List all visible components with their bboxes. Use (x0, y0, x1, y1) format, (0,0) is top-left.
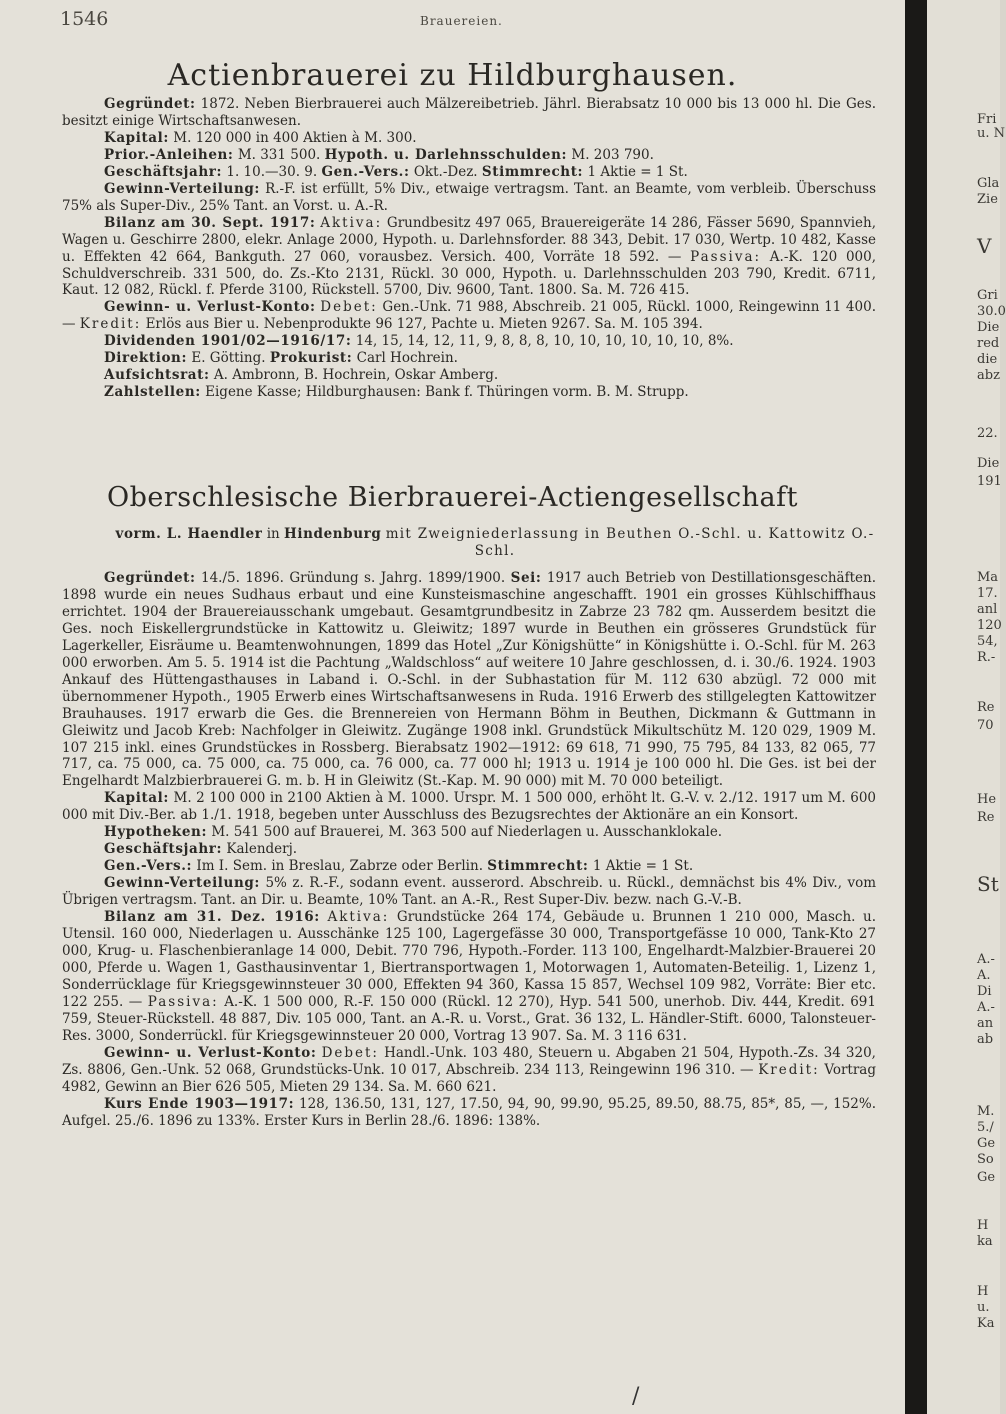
label-mortgage-debts: Hypoth. u. Darlehnsschulden: (324, 146, 568, 163)
label-credit-2: Kredit: (758, 1061, 820, 1078)
facing-page-fragment-line: Re (977, 810, 995, 825)
text-liabilities: A.-K. 120 000, Schuldverschreib. 331 500, do. Zs.-Kto 2131, Rückl. 30 000, Hypoth. u. Darlehnsschulden 203 790, Kredit. 6711, Kaut. 12 082, Rückl. f. Pferde 3100, Rückstell. 5700, Div. 9600, Tant. 1800. Sa. M. 726 415. (62, 248, 877, 299)
paragraph-management (62, 350, 876, 367)
text-profit-distribution: R.-F. ist erfüllt, 5% Div., etwaige vertragsm. Tant. an Beamte, vom verbleib. Überschuss 75% als Super-Div., 25% Tant. an Vorst. u. A.-R. (62, 180, 876, 214)
text-voting-right-2: 1 Aktie = 1 St. (592, 858, 694, 875)
facing-page-fragment-line: red (977, 336, 1000, 351)
label-general-meeting-2: Gen.-Vers.: (104, 858, 193, 875)
text-assets-2: Grundstücke 264 174, Gebäude u. Brunnen 1 210 000, Masch. u. Utensil. 160 000, Niederlagen u. Ausschänke 125 100, Lagergefässe 30 000, Transportgefässe 10 000, Tank-Kto 27 000, Krug- u. Flaschenbieranlage 14 000, Debit. 770 796, Hypoth.-Forder. 113 100, Engelhardt-Malzbier-Brauerei 20 000, Pferde u. Wagen 1, Gasthausinventar 1, Biertransportwagen 1, Motorwagen 1, Automaten-Beteilig. 1, Lizenz 1, Sonderrücklage für Kriegsgewinnsteuer 30 000, Effekten 94 360, Kassa 15 857, Wechsel 109 982, Vorräte: Bier etc. 122 255. — (62, 909, 876, 1010)
paragraph-loans (62, 147, 876, 164)
label-fiscal-year: Geschäftsjahr: (104, 163, 223, 180)
paragraph-fiscal-year (62, 164, 876, 181)
paragraph-general-meeting-2 (62, 858, 876, 875)
facing-page-fragment-line: Gla (977, 176, 1000, 191)
paragraph-capital-2 (62, 790, 876, 824)
paragraph-balance (62, 215, 876, 300)
label-profit-distribution-2: Gewinn-Verteilung: (104, 875, 260, 892)
facing-page-fragment-line: Fri (977, 112, 997, 127)
facing-page-fragment-line: Ka (977, 1316, 995, 1331)
facing-page-fragment-line: die (977, 352, 998, 367)
paragraph-founded-2 (62, 570, 876, 790)
label-prior-loans: Prior.-Anleihen: (104, 146, 234, 163)
text-paying-agents: Eigene Kasse; Hildburghausen: Bank f. Thüringen vorm. B. M. Strupp. (205, 384, 689, 401)
label-founded: Gegründet: (104, 96, 196, 112)
facing-page-fragment-line: 30.0 (977, 304, 1006, 319)
facing-page-fragment-line: A. (977, 968, 991, 983)
text-authorized-officer: Carl Hochrein. (356, 350, 458, 367)
label-since: Sei: (510, 570, 542, 586)
label-liabilities-2: Passiva: (147, 993, 219, 1010)
paragraph-profit-loss-2 (62, 1045, 876, 1096)
label-voting-right: Stimmrecht: (481, 163, 584, 180)
facing-page-fragment-line: 54, (977, 634, 998, 649)
label-profit-loss: Gewinn- u. Verlust-Konto: (104, 299, 316, 316)
paragraph-founded (62, 96, 876, 130)
text-founded-2a: 14./5. 1896. Gründung s. Jahrg. 1899/1900. (200, 570, 506, 586)
label-capital-2: Kapital: (104, 790, 169, 807)
facing-page-fragment-line: A.- (977, 1000, 995, 1015)
paragraph-profit-loss (62, 299, 876, 333)
subtitle-former-name: vorm. L. Haendler (115, 526, 263, 542)
label-profit-loss-2: Gewinn- u. Verlust-Konto: (104, 1044, 317, 1061)
label-share-price: Kurs Ende 1903—1917: (104, 1095, 295, 1112)
facing-page-fragment-line: Ge (977, 1136, 996, 1151)
text-dividends: 14, 15, 14, 12, 11, 9, 8, 8, 8, 10, 10, 10, 10, 10, 10, 8%. (355, 333, 734, 350)
facing-page-fragment-line: ab (977, 1032, 994, 1047)
facing-page-fragment-line: H (977, 1218, 989, 1233)
text-fiscal-year-2: Kalenderj. (226, 841, 298, 858)
facing-page-fragment-line: Ge (977, 1170, 996, 1185)
label-authorized-officer: Prokurist: (269, 350, 353, 367)
section-body-hildburghausen (62, 96, 876, 401)
text-founded-2b: 1917 auch Betrieb von Destillationsgeschäften. 1898 wurde ein neues Sudhaus erbaut und eine Kunsteismaschine angeschafft. 1901 ein grosses Kühlschiffhaus errichtet. 1904 der Brauereiausschank umgebaut. Gesamtgrundbesitz in Zabrze 23 782 qm. Ausserdem besitzt die Ges. noch Eiskellergrundstücke in Kattowitz u. Gleiwitz; 1897 wurde in Beuthen ein grösseres Grundstück für Lagerkeller, Eisräume u. Beamtenwohnungen, 1899 das Hotel „Zur Königshütte“ in Königshütte i. O.-Schl. für M. 263 000 erworben. Am 5. 5. 1914 ist die Pachtung „Waldschloss“ auf weitere 10 Jahre geschlossen, d. i. 30./6. 1924. 1903 Ankauf des Hüttengasthauses in Laband i. O.-Schl. in der Subhastation für M. 112 630 abzügl. 72 000 mit übernommener Hypoth., 1905 Erwerb eines Wirtschaftsanwesens in Ruda. 1916 Erwerb des stillgelegten Kattowitzer Brauhauses. 1917 erwarb die Ges. die Brennereien von Hermann Böhm in Beuthen, Dickmann & Guttmann in Gleiwitz und Jacob Kreb: Nachfolger in Gleiwitz. Zugänge 1908 inkl. Grundstück Mikultschütz M. 120 029, 1909 M. 107 215 inkl. eines Grundstückes in Rossberg. Bierabsatz 1902—1912: 69 618, 71 990, 75 795, 84 133, 82 065, 77 717, ca. 75 000, ca. 75 000, ca. 75 000, ca. 76 000, ca. 77 000 hl; 1913 u. 1914 je 100 000 hl. Die Ges. ist bei der Engelhardt Malzbierbrauerei G. m. b. H in Gleiwitz (St.-Kap. M. 90 000) mit M. 70 000 beteiligt. (62, 570, 877, 790)
section-title-hildburghausen: Actienbrauerei zu Hildburghausen. (167, 58, 738, 93)
paragraph-dividends (62, 333, 876, 350)
page-end-mark: / (632, 1384, 640, 1409)
label-debit-2: Debet: (321, 1044, 379, 1061)
facing-page-fragment-line: St (977, 872, 999, 896)
facing-page-fragment-line: 17. (977, 586, 998, 601)
paragraph-profit-distribution (62, 181, 876, 215)
label-general-meeting: Gen.-Vers.: (321, 163, 410, 180)
section-body-oberschlesische (62, 570, 876, 1129)
label-assets: Aktiva: (320, 214, 383, 231)
paragraph-balance-2 (62, 909, 876, 1045)
facing-page-fragment-line: R.- (977, 650, 996, 665)
label-paying-agents: Zahlstellen: (104, 384, 201, 401)
book-gutter (905, 0, 927, 1414)
facing-page-fragment-line: ka (977, 1234, 993, 1249)
paragraph-mortgages (62, 824, 876, 841)
facing-page-fragment-line: V (977, 234, 992, 258)
paragraph-fiscal-year-2 (62, 841, 876, 858)
text-supervisory-board: A. Ambronn, B. Hochrein, Oskar Amberg. (213, 367, 499, 384)
text-capital: M. 120 000 in 400 Aktien à M. 300. (173, 129, 417, 146)
facing-page-fragment-line: Zie (977, 192, 998, 207)
text-profit-distribution-2: 5% z. R.-F., sodann event. ausserord. Abschreib. u. Rückl., demnächst bis 4% Div., vom Übrigen vertragsm. Tant. an Dir. u. Beamte, 10% Tant. an A.-R., Rest Super-Div. bezw. nach G.-V.-B. (62, 875, 876, 909)
text-fiscal-year: 1. 10.—30. 9. (226, 163, 318, 180)
paragraph-paying-agents (62, 384, 876, 401)
label-credit: Kredit: (79, 316, 142, 333)
label-balance-2: Bilanz am 31. Dez. 1916: (104, 909, 320, 926)
text-credit: Erlös aus Bier u. Nebenprodukte 96 127, Pachte u. Mieten 9267. Sa. M. 105 394. (145, 316, 703, 333)
text-mortgages: M. 541 500 auf Brauerei, M. 363 500 auf Niederlagen u. Ausschanklokale. (211, 824, 723, 841)
label-dividends: Dividenden 1901/02—1916/17: (104, 333, 352, 350)
text-assets: Grundbesitz 497 065, Brauereigeräte 14 286, Fässer 5690, Spannvieh, Wagen u. Geschirre 2800, elekr. Anlage 2000, Hypoth. u. Darlehnsforder. 88 343, Debit. 17 030, Wertp. 10 482, Kasse u. Effekten 42 664, Bankguth. 27 060, vorausbez. Versich. 400, Vorräte 18 592. — (62, 214, 876, 265)
facing-page-fragment-line: u. N (977, 126, 1006, 141)
paragraph-share-price (62, 1096, 876, 1130)
facing-page-fragment-line: He (977, 792, 997, 807)
text-voting-right: 1 Aktie = 1 St. (587, 163, 688, 180)
facing-page-fragment-line: abz (977, 368, 1000, 383)
label-mortgages: Hypotheken: (104, 824, 208, 841)
facing-page-fragment-line: 5./ (977, 1120, 994, 1135)
running-title: Brauereien. (420, 14, 503, 28)
text-share-price: 128, 136.50, 131, 127, 17.50, 94, 90, 99.90, 95.25, 89.50, 88.75, 85*, 85, —, 152%. Aufgel. 25./6. 1896 zu 133%. Erster Kurs in Berlin 28./6. 1896: 138%. (62, 1095, 876, 1129)
label-founded-2: Gegründet: (104, 570, 196, 586)
facing-page-fragment-line: So (977, 1152, 994, 1167)
page-number: 1546 (60, 8, 109, 30)
facing-page-fragment-line: 70 (977, 718, 994, 733)
section-subtitle-oberschlesische (110, 526, 880, 560)
facing-page-fragment-line: 191 (977, 474, 1002, 489)
paragraph-supervisory-board (62, 367, 876, 384)
text-credit-2: Vortrag 4982, Gewinn an Bier 626 505, Mieten 29 134. Sa. M. 660 621. (62, 1061, 876, 1095)
facing-page-fragment-line: Re (977, 700, 995, 715)
facing-page-fragment (927, 0, 1006, 1414)
facing-page-fragment-line: 120 (977, 618, 1002, 633)
facing-page-fragment-line: u. (977, 1300, 990, 1315)
facing-page-fragment-line: Ma (977, 570, 999, 585)
label-balance: Bilanz am 30. Sept. 1917: (104, 214, 316, 231)
text-general-meeting-2: Im I. Sem. in Breslau, Zabrze oder Berlin. (196, 858, 483, 875)
label-supervisory-board: Aufsichtsrat: (104, 367, 210, 384)
facing-page-fragment-line: anl (977, 602, 998, 617)
facing-page-fragment-line: A.- (977, 952, 995, 967)
paragraph-profit-distribution-2 (62, 875, 876, 909)
label-fiscal-year-2: Geschäftsjahr: (104, 841, 223, 858)
label-debit: Debet: (320, 299, 378, 316)
facing-page-fragment-line: an (977, 1016, 994, 1031)
label-profit-distribution: Gewinn-Verteilung: (104, 180, 260, 197)
text-capital-2: M. 2 100 000 in 2100 Aktien à M. 1000. Urspr. M. 1 500 000, erhöht lt. G.-V. v. 2./12. 1917 um M. 600 000 mit Div.-Ber. ab 1./1. 1918, begeben unter Ausschluss des Bezugsrechtes der Aktionäre an ein Konsort. (62, 790, 876, 824)
text-debit-2: Handl.-Unk. 103 480, Steuern u. Abgaben 21 504, Hypoth.-Zs. 34 320, Zs. 8806, Gen.-Unk. 52 068, Grundstücks-Unk. 10 017, Abschreib. 234 113, Reingewinn 196 310. — (62, 1044, 876, 1078)
facing-page-fragment-line: 22. (977, 426, 998, 441)
facing-page-fragment-line: Die (977, 456, 1000, 471)
text-mortgage-debts: M. 203 790. (571, 146, 654, 163)
facing-page-fragment-line: Gri (977, 288, 998, 303)
paragraph-capital (62, 130, 876, 147)
subtitle-branches: mit Zweigniederlassung in Beuthen O.-Schl. u. Kattowitz O.-Schl. (385, 526, 875, 559)
facing-page-fragment-line: Di (977, 984, 992, 999)
label-management: Direktion: (104, 350, 188, 367)
facing-page-fragment-line: M. (977, 1104, 995, 1119)
label-liabilities: Passiva: (690, 248, 762, 265)
subtitle-in: in (266, 526, 280, 542)
label-assets-2: Aktiva: (327, 909, 390, 926)
label-capital: Kapital: (104, 129, 169, 146)
label-voting-right-2: Stimmrecht: (487, 858, 589, 875)
text-founded: 1872. Neben Bierbrauerei auch Mälzereibetrieb. Jährl. Bierabsatz 10 000 bis 13 000 hl. Die Ges. besitzt einige Wirtschaftsanwesen. (62, 96, 876, 129)
facing-page-fragment-line: Die (977, 320, 1000, 335)
text-management: E. Götting. (191, 350, 266, 367)
text-liabilities-2: A.-K. 1 500 000, R.-F. 150 000 (Rückl. 12 270), Hyp. 541 500, unerhob. Div. 444, Kredit. 691 759, Steuer-Rückstell. 48 887, Div. 105 000, Tant. an A.-R. u. Vorst., Grat. 36 132, L. Händler-Stift. 6000, Talonsteuer-Res. 3000, Sonderrückl. für Kriegsgewinnsteuer 20 000, Vortrag 13 907. Sa. M. 3 116 631. (62, 993, 876, 1044)
text-debit: Gen.-Unk. 71 988, Abschreib. 21 005, Rückl. 1000, Reingewinn 11 400. — (62, 299, 876, 333)
text-prior-loans: M. 331 500. (237, 146, 321, 163)
subtitle-city: Hindenburg (284, 526, 382, 542)
facing-page-fragment-line: H (977, 1284, 989, 1299)
text-general-meeting: Okt.-Dez. (413, 163, 478, 180)
section-title-oberschlesische: Oberschlesische Bierbrauerei-Actiengesellschaft (106, 482, 798, 513)
